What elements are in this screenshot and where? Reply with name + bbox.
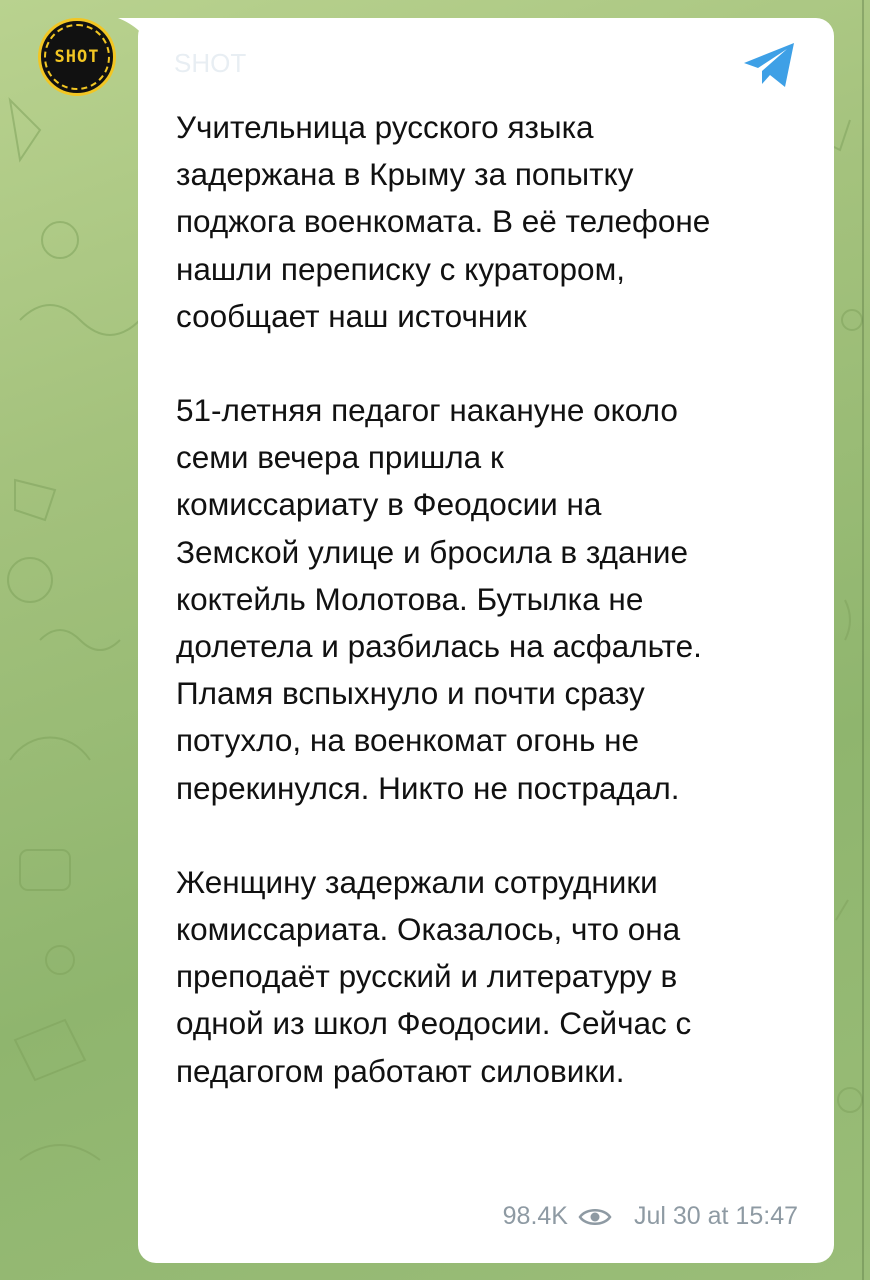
channel-name[interactable]: SHOT (174, 48, 247, 78)
avatar-logo-text: SHOT (44, 24, 110, 90)
scrollbar-track[interactable] (862, 0, 864, 1280)
message-text (176, 104, 806, 1095)
telegram-share-icon[interactable] (740, 40, 798, 90)
message-paragraph: Учительница русского языка задержана в Крыму за попытку поджога военкомата. В её телефоне нашли переписку с куратором, сообщает наш источник (176, 109, 711, 334)
message-paragraph: Женщину задержали сотрудники комиссариата. Оказалось, что она преподаёт русский и литературу в одной из школ Феодосии. Сейчас с педагогом работают силовики. (176, 863, 692, 1089)
views-count: 98.4K (502, 1202, 568, 1230)
message-bubble (138, 18, 834, 1263)
message-meta (503, 1202, 798, 1231)
channel-avatar[interactable] (38, 18, 116, 96)
message-timestamp: Jul 30 at 15:47 (633, 1202, 798, 1230)
eye-icon (578, 1206, 612, 1228)
message-paragraph: 51-летняя педагог накануне около семи вечера пришла к комиссариату в Феодосии на Земской улице и бросила в здание коктейль Молотова. Бутылка не долетела и разбилась на асфальте. Пламя вспыхнуло и почти сразу потухло, на военкомат огонь не перекинулся. Никто не пострадал. (176, 392, 702, 806)
